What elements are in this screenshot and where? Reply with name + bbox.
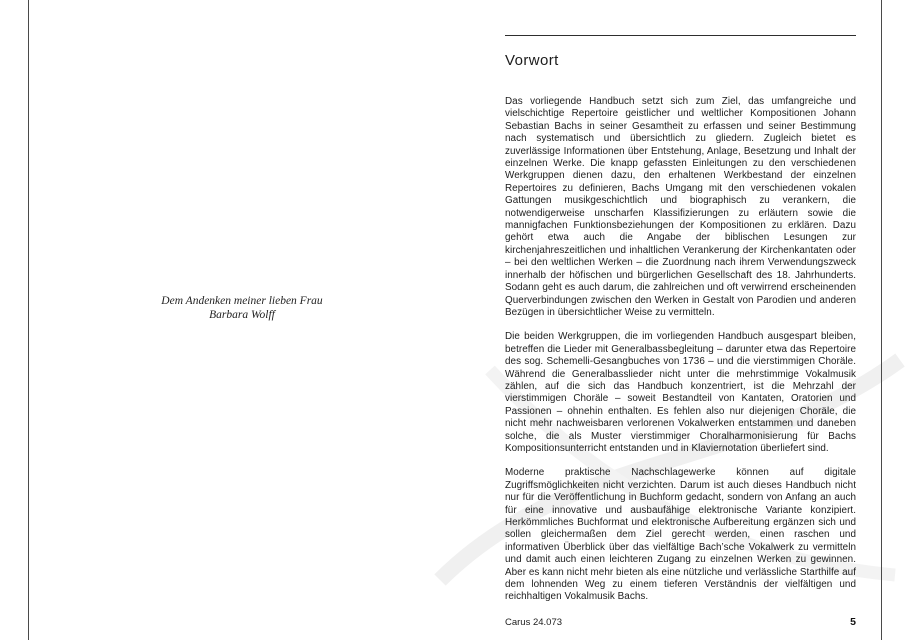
- paragraph-2: Die beiden Werkgruppen, die im vorliegenden Handbuch ausgespart bleiben, betreffen die Lieder mit Generalbassbegleitung – darunter etwa das Repertoire des sog. Schemelli-Gesangbuches von 1736 – und die vierstimmigen Choräle. Während die Generalbasslieder nicht unter die mehrstimmige Vokalmusik zählen, auf die sich das Handbuch konzentriert, ist die Mehrzahl der vierstimmigen Choräle – soweit Bestandteil von Kantaten, Oratorien und Passionen – ohnehin enthalten. Es fehlen also nur diejenigen Choräle, die nicht mehr nachweisbaren verlorenen Vokalwerken entstammen und daneben solche, die als Muster vierstimmiger Choralharmonisierung für Bachs Kompositionsunterricht entstanden und in Klaviernotation überliefert sind.: [505, 331, 856, 454]
- page-title: Vorwort: [505, 52, 559, 69]
- preface-body: [505, 96, 856, 604]
- paragraph-3: Moderne praktische Nachschlagewerke können auf digitale Zugriffsmöglichkeiten nicht verzichten. Darum ist auch dieses Handbuch nicht nur für die Veröffentlichung in Buchform gedacht, sondern von Anfang an auch für eine innovative und ausbaufähige elektronische Variante konzipiert. Herkömmliches Buchformat und elektronische Aufbereitung ergänzen sich und sollen gleichermaßen dem Ziel gerecht werden, einen raschen und informativen Überblick über das vielfältige Bach’sche Vokalwerk zu vermitteln und damit auch einen leichteren Zugang zu einzelnen Werken zu gewinnen. Aber es kann nicht mehr bieten als eine nützliche und verlässliche Starthilfe auf dem lohnenden Weg zu einem tieferen Verständnis der vielfältigen und reichhaltigen Vokalmusik Bachs.: [505, 467, 856, 603]
- page-footer: [505, 616, 856, 628]
- dedication-line-1: Dem Andenken meiner lieben Frau: [161, 295, 323, 307]
- right-page-edge: [881, 0, 882, 640]
- dedication: [29, 294, 455, 322]
- right-page: [505, 0, 856, 640]
- paragraph-1: Das vorliegende Handbuch setzt sich zum Ziel, das umfangreiche und vielschichtige Repertoire geistlicher und weltlicher Kompositionen Johann Sebastian Bachs in seiner Gesamtheit zu erfassen und seiner Bestimmung nach systematisch und übersichtlich zu gliedern. Zugleich bietet es zuverlässige Informationen über Entstehung, Anlage, Besetzung und Inhalt der einzelnen Werke. Die knapp gefassten Einleitungen zu den verschiedenen Werkgruppen dienen dazu, den erhaltenen Werkbestand der einzelnen Repertoires zu definieren, Bachs Umgang mit den verschiedenen vokalen Gattungen musikgeschichtlich und biographisch zu verankern, die notwendigerweise unscharfen Klassifizierungen zu erläutern sowie die mannigfachen Funktionsbeziehungen der Kompositionen zu erklären. Dazu gehört etwa auch die Angabe der biblischen Lesungen zur kirchenjahreszeitlichen und inhaltlichen Verankerung der Kirchenkantaten oder – bei den weltlichen Werken – die Zuordnung nach ihrem Verwendungszweck innerhalb der höfischen und bürgerlichen Gesellschaft des 18. Jahrhunderts. Sodann geht es auch darum, die zahlreichen und oft verwirrend erscheinenden Querverbindungen zwischen den Werken in Gestalt von Parodien und anderen Bezügen in übersichtlicher Weise zu vermitteln.: [505, 96, 856, 318]
- edition-number: Carus 24.073: [505, 617, 563, 628]
- dedication-line-2: Barbara Wolff: [209, 309, 275, 321]
- left-page: [29, 0, 455, 640]
- top-rule: [505, 35, 856, 36]
- left-page-edge: [28, 0, 29, 640]
- page-number: 5: [850, 616, 856, 628]
